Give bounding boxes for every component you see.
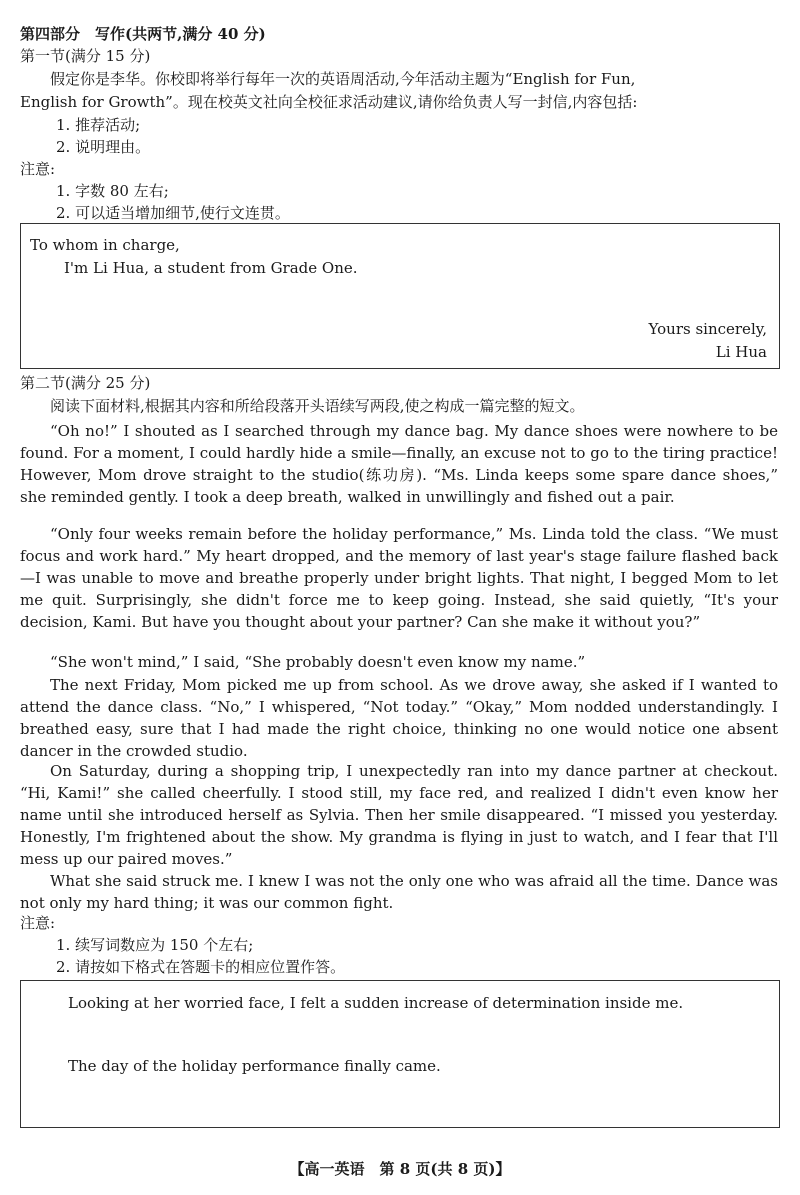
story-paragraph: “Only four weeks remain before the holiday performance,” Ms. Linda told the class. “We must focus and work hard.” My heart dropped, and the memory of last year's stage failure flashed back—I was unable to move and breathe properly under bright lights. That night, I begged Mom to let me quit. Surprisingly, she didn't force me to keep going. Instead, she said quietly, “It's your decision, Kami. But have you thought about your partner? Can she make it without you?” xyxy=(20,525,778,631)
section2-title: 第二节(满分 25 分) xyxy=(20,374,151,392)
letter-closing: Yours sincerely, xyxy=(648,320,767,338)
section1-prompt-line2: English for Growth”。现在校英文社向全校征求活动建议,请你给负责人写一封信,内容包括: xyxy=(20,93,638,111)
letter-answer-box[interactable] xyxy=(20,223,780,369)
letter-greeting: To whom in charge, xyxy=(30,236,180,254)
section2-note: 1. 续写词数应为 150 个左右; xyxy=(56,936,254,954)
story-paragraph: The next Friday, Mom picked me up from school. As we drove away, she asked if I wanted to attend the dance class. “No,” I whispered, “Not today.” “Okay,” Mom nodded understandingly. I breathed easy, sure that I had made the right choice, thinking no one would notice one absent dancer in the crowded studio. xyxy=(20,676,778,760)
story-paragraph: On Saturday, during a shopping trip, I unexpectedly ran into my dance partner at checkout. “Hi, Kami!” she called cheerfully. I stood still, my face red, and realized I didn't even know her name until she introduced herself as Sylvia. Then her smile disappeared. “I missed you yesterday. Honestly, I'm frightened about the show. My grandma is flying in just to watch, and I fear that I'll mess up our paired moves.” xyxy=(20,762,778,868)
section2-instruction: 阅读下面材料,根据其内容和所给段落开头语续写两段,使之构成一篇完整的短文。 xyxy=(50,397,585,415)
continuation-para1-start: Looking at her worried face, I felt a sudden increase of determination inside me. xyxy=(68,994,684,1012)
section1-item: 2. 说明理由。 xyxy=(56,138,151,156)
letter-opening: I'm Li Hua, a student from Grade One. xyxy=(64,259,358,277)
page-footer: 【高一英语 第 8 页(共 8 页)】 xyxy=(289,1160,511,1178)
part-title: 第四部分 写作(共两节,满分 40 分) xyxy=(20,25,266,43)
section1-notes-label: 注意: xyxy=(20,160,56,178)
section1-note: 1. 字数 80 左右; xyxy=(56,182,169,200)
section1-note: 2. 可以适当增加细节,使行文连贯。 xyxy=(56,204,290,222)
continuation-para2-start: The day of the holiday performance finally came. xyxy=(68,1057,441,1075)
story-paragraph: What she said struck me. I knew I was not the only one who was afraid all the time. Dance was not only my hard thing; it was our common fight. xyxy=(20,872,778,912)
section1-item: 1. 推荐活动; xyxy=(56,116,141,134)
story-paragraph: “Oh no!” I shouted as I searched through my dance bag. My dance shoes were nowhere to be found. For a moment, I could hardly hide a smile—finally, an excuse not to go to the tiring practice! However, Mom drove straight to the studio(练功房). “Ms. Linda keeps some spare dance shoes,” she reminded gently. I took a deep breath, walked in unwillingly and fished out a pair. xyxy=(20,422,778,506)
section2-notes-label: 注意: xyxy=(20,914,56,932)
letter-signature: Li Hua xyxy=(715,343,767,361)
section1-title: 第一节(满分 15 分) xyxy=(20,47,151,65)
continuation-answer-box[interactable] xyxy=(20,980,780,1128)
story-paragraph: “She won't mind,” I said, “She probably doesn't even know my name.” xyxy=(50,653,586,671)
section2-note: 2. 请按如下格式在答题卡的相应位置作答。 xyxy=(56,958,346,976)
section1-prompt-line1: 假定你是李华。你校即将举行每年一次的英语周活动,今年活动主题为“English for Fun, xyxy=(50,70,636,88)
